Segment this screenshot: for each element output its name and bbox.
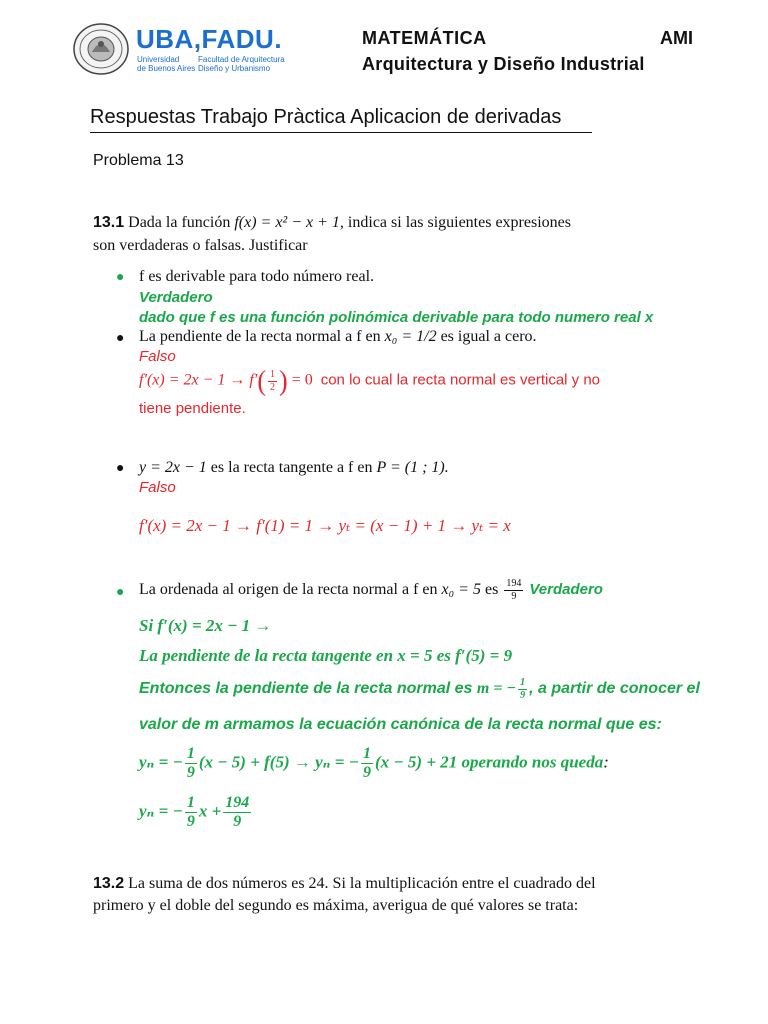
frac-den: 9 [520, 690, 526, 701]
brand-university-line1: Universidad [137, 55, 180, 64]
bullet-1-verdict: Verdadero [139, 289, 213, 306]
b4-l5-d: operando nos queda [461, 752, 604, 772]
title-underline [90, 132, 592, 133]
course-title: MATEMÁTICA [362, 28, 487, 48]
intro-text-b: indica si las siguientes expresiones [343, 214, 571, 231]
bullet-2-text [139, 328, 537, 346]
b4-l3-fraction [518, 678, 527, 701]
problem-13-2 [93, 875, 596, 893]
bullet-2-math: x₀ = 1/2 [384, 328, 437, 345]
problem-number: 13.2 [93, 875, 125, 892]
bullet-1-text: f es derivable para todo número real. [139, 268, 375, 285]
bullet-1-reason: dado que f es una función polinómica derivable para todo numero real x [139, 309, 654, 326]
b4-l3-m: m = − [476, 680, 517, 698]
b4-line4: valor de m armamos la ecuación canónica de la recta normal que es: [139, 716, 662, 733]
b4-l5-fraction-2 [361, 746, 373, 781]
bullet-2-note-line2: tiene pendiente. [139, 400, 246, 417]
b4-l5-b: (x − 5) + f(5) → yₙ = − [198, 752, 359, 772]
university-seal-logo [72, 22, 130, 76]
brand-faculty-line1: Facultad de Arquitectura [198, 55, 285, 64]
b2-eq-b: = 0 [291, 371, 313, 389]
frac-den: 2 [270, 381, 276, 393]
b4-l5-e: : [603, 752, 609, 772]
bullet-3-text [139, 459, 449, 477]
b4-l3-a: Entonces la pendiente de la recta normal es [139, 680, 477, 698]
b4-line1: Si f′(x) = 2x − 1 → [139, 616, 272, 635]
b4-text-a: La ordenada al origen de la recta normal a f en [139, 581, 442, 599]
b4-l5-a: yₙ = − [139, 752, 183, 772]
document-title: Respuestas Trabajo Pràctica Aplicacion de derivadas [90, 106, 562, 128]
bullet-2-verdict: Falso [139, 348, 176, 365]
bullet-dot: ● [116, 331, 125, 346]
p132-text-a: La suma de dos números es 24. Si la multiplicación entre el cuadrado del [124, 875, 596, 892]
b4-text-b: es [480, 581, 503, 599]
bullet-dot: ● [116, 461, 125, 476]
bullet-2-text-a: La pendiente de la recta normal a f en [139, 328, 385, 345]
problem-13-1-intro [93, 214, 733, 232]
problem-heading: Problema 13 [93, 152, 184, 169]
course-code: AMI [660, 28, 693, 48]
course-subtitle: Arquitectura y Diseño Industrial [362, 54, 645, 74]
bullet-4-text [139, 579, 603, 602]
bullet-4-verdict: Verdadero [529, 581, 603, 599]
bullet-2-text-b: es igual a cero. [436, 328, 537, 345]
frac-num: 1 [362, 745, 371, 762]
b4-fraction [504, 579, 523, 602]
b4-line6 [139, 795, 253, 830]
frac-den: 9 [186, 813, 195, 830]
paren-close: ) [279, 364, 288, 397]
b4-l3-b: , a partir de conocer el [529, 680, 700, 698]
brand-logo-text: UBA,FADU. [136, 24, 283, 54]
b4-line2: La pendiente de la recta tangente en x = 5 es f′(5) = 9 [139, 646, 513, 665]
bullet-dot: ● [116, 585, 125, 600]
frac-num: 194 [506, 578, 522, 589]
bullet-3-equation: f′(x) = 2x − 1 → f′(1) = 1 → yₜ = (x − 1) + 1 → yₜ = x [139, 516, 511, 535]
frac-num: 1 [186, 794, 195, 811]
frac-den: 9 [362, 764, 371, 781]
intro-line2: son verdaderas o falsas. Justificar [93, 237, 308, 254]
brand-faculty-line2: Diseño y Urbanismo [198, 64, 271, 73]
b4-l6-fraction-2 [223, 795, 251, 830]
intro-text-a: Dada la función [128, 214, 235, 231]
b4-line3 [139, 678, 700, 701]
b2-eq-a: f′(x) = 2x − 1 → f′ [139, 371, 258, 389]
b3-math2: P = (1 ; 1). [376, 459, 449, 476]
problem-number: 13.1 [93, 214, 125, 231]
b3-text-a: es la recta tangente a f en [206, 459, 377, 476]
frac-den: 9 [511, 591, 517, 602]
b4-l6-fraction [185, 795, 197, 830]
b4-line5 [139, 746, 609, 781]
intro-function: f(x) = x² − x + 1, [234, 214, 344, 231]
b4-l5-c: (x − 5) + 21 [374, 752, 458, 772]
b4-l5-fraction [185, 746, 197, 781]
frac-den: 9 [186, 764, 195, 781]
b3-math: y = 2x − 1 [139, 459, 207, 476]
b4-l6-b: x + [198, 801, 222, 821]
frac-num: 1 [270, 368, 276, 380]
b4-l6-a: yₙ = − [139, 801, 183, 821]
b2-fraction [268, 370, 277, 393]
frac-num: 1 [520, 677, 526, 688]
paren-open: ( [257, 364, 267, 397]
frac-num: 1 [186, 745, 195, 762]
bullet-3-verdict: Falso [139, 479, 176, 496]
bullet-dot: ● [116, 270, 125, 285]
b4-math: x₀ = 5 [441, 581, 481, 599]
frac-num: 194 [225, 794, 250, 811]
p132-text-b: primero y el doble del segundo es máxima, averigua de qué valores se trata: [93, 897, 579, 914]
bullet-2-equation [139, 364, 601, 397]
brand-university-line2: de Buenos Aires [137, 64, 196, 73]
b2-note: con lo cual la recta normal es vertical y no [320, 371, 601, 389]
frac-den: 9 [233, 813, 242, 830]
